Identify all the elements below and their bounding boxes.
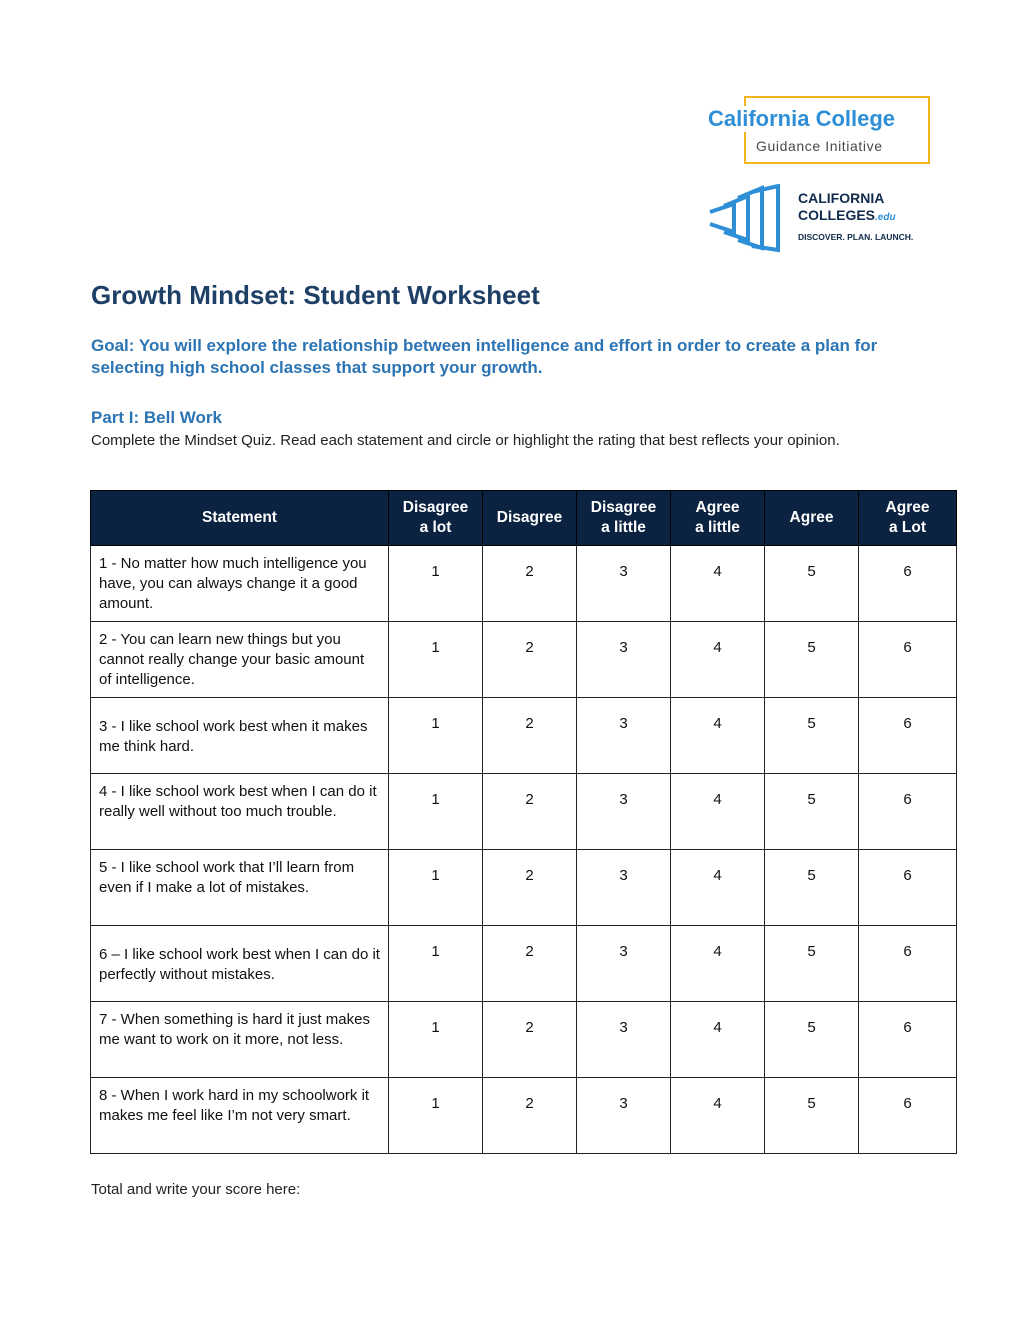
rating-option-4[interactable]: 4 — [671, 622, 765, 698]
instructions: Complete the Mindset Quiz. Read each statement and circle or highlight the rating that best reflects your opinion. — [91, 432, 840, 449]
rating-option-2[interactable]: 2 — [483, 774, 577, 850]
stacked-arrows-icon — [706, 184, 786, 254]
statement-cell: 3 - I like school work best when it makes me think hard. — [91, 698, 389, 774]
rating-option-3[interactable]: 3 — [577, 546, 671, 622]
rating-option-1[interactable]: 1 — [389, 1078, 483, 1154]
rating-option-5[interactable]: 5 — [765, 698, 859, 774]
statement-cell: 6 – I like school work best when I can do it perfectly without mistakes. — [91, 926, 389, 1002]
ccgi-logo-name: California College — [708, 106, 899, 132]
rating-option-5[interactable]: 5 — [765, 1002, 859, 1078]
mindset-quiz-table — [90, 490, 957, 1154]
rating-option-3[interactable]: 3 — [577, 698, 671, 774]
rating-option-1[interactable]: 1 — [389, 926, 483, 1002]
header-agree: Agree — [765, 491, 859, 546]
statement-cell: 5 - I like school work that I’ll learn from even if I make a lot of mistakes. — [91, 850, 389, 926]
goal-statement: Goal: You will explore the relationship between intelligence and effort in order to create a plan for selecting high school classes that support your growth. — [91, 336, 878, 377]
rating-option-2[interactable]: 2 — [483, 1078, 577, 1154]
rating-option-6[interactable]: 6 — [859, 1078, 957, 1154]
header-agree-a-lot: Agree a Lot — [859, 491, 957, 546]
rating-option-4[interactable]: 4 — [671, 546, 765, 622]
wordmark-edu: .edu — [875, 212, 896, 223]
rating-option-2[interactable]: 2 — [483, 698, 577, 774]
rating-option-5[interactable]: 5 — [765, 926, 859, 1002]
table-header-row — [91, 491, 957, 546]
wordmark-line1: CALIFORNIA — [798, 190, 885, 206]
rating-option-1[interactable]: 1 — [389, 1002, 483, 1078]
rating-option-6[interactable]: 6 — [859, 546, 957, 622]
ccgi-logo — [708, 96, 930, 164]
rating-option-1[interactable]: 1 — [389, 774, 483, 850]
rating-option-6[interactable]: 6 — [859, 926, 957, 1002]
statement-cell: 1 - No matter how much intelligence you have, you can always change it a good amount. — [91, 546, 389, 622]
rating-option-2[interactable]: 2 — [483, 1002, 577, 1078]
rating-option-3[interactable]: 3 — [577, 926, 671, 1002]
rating-option-3[interactable]: 3 — [577, 1078, 671, 1154]
rating-option-2[interactable]: 2 — [483, 926, 577, 1002]
statement-cell: 7 - When something is hard it just makes me want to work on it more, not less. — [91, 1002, 389, 1078]
rating-option-1[interactable]: 1 — [389, 546, 483, 622]
californiacolleges-logo — [706, 184, 936, 254]
rating-option-4[interactable]: 4 — [671, 1002, 765, 1078]
header-disagree: Disagree — [483, 491, 577, 546]
rating-option-2[interactable]: 2 — [483, 850, 577, 926]
statement-cell: 4 - I like school work best when I can do it really well without too much trouble. — [91, 774, 389, 850]
rating-option-2[interactable]: 2 — [483, 622, 577, 698]
ccgi-logo-subtitle: Guidance Initiative — [756, 138, 883, 154]
rating-option-6[interactable]: 6 — [859, 850, 957, 926]
rating-option-5[interactable]: 5 — [765, 1078, 859, 1154]
rating-option-3[interactable]: 3 — [577, 774, 671, 850]
table-row — [91, 546, 957, 622]
table-row — [91, 926, 957, 1002]
table-row — [91, 850, 957, 926]
rating-option-4[interactable]: 4 — [671, 698, 765, 774]
rating-option-1[interactable]: 1 — [389, 622, 483, 698]
total-score-label: Total and write your score here: — [91, 1181, 301, 1198]
rating-option-3[interactable]: 3 — [577, 850, 671, 926]
rating-option-2[interactable]: 2 — [483, 546, 577, 622]
table-row — [91, 622, 957, 698]
rating-option-4[interactable]: 4 — [671, 850, 765, 926]
rating-option-6[interactable]: 6 — [859, 622, 957, 698]
header-agree-a-little: Agree a little — [671, 491, 765, 546]
statement-cell: 2 - You can learn new things but you cannot really change your basic amount of intelligence. — [91, 622, 389, 698]
wordmark-line2: COLLEGES — [798, 207, 876, 223]
part-heading: Part I: Bell Work — [91, 408, 222, 427]
header-disagree-a-lot: Disagree a lot — [389, 491, 483, 546]
rating-option-4[interactable]: 4 — [671, 1078, 765, 1154]
table-row — [91, 1078, 957, 1154]
rating-option-3[interactable]: 3 — [577, 622, 671, 698]
table-row — [91, 774, 957, 850]
rating-option-1[interactable]: 1 — [389, 850, 483, 926]
californiacolleges-wordmark — [798, 190, 896, 226]
rating-option-4[interactable]: 4 — [671, 926, 765, 1002]
rating-option-5[interactable]: 5 — [765, 546, 859, 622]
page-title: Growth Mindset: Student Worksheet — [91, 280, 540, 310]
table-row — [91, 698, 957, 774]
rating-option-6[interactable]: 6 — [859, 698, 957, 774]
rating-option-5[interactable]: 5 — [765, 622, 859, 698]
californiacolleges-tagline: DISCOVER. PLAN. LAUNCH. — [798, 232, 914, 242]
rating-option-5[interactable]: 5 — [765, 850, 859, 926]
rating-option-6[interactable]: 6 — [859, 1002, 957, 1078]
rating-option-6[interactable]: 6 — [859, 774, 957, 850]
rating-option-3[interactable]: 3 — [577, 1002, 671, 1078]
header-disagree-a-little: Disagree a little — [577, 491, 671, 546]
statement-cell: 8 - When I work hard in my schoolwork it makes me feel like I’m not very smart. — [91, 1078, 389, 1154]
rating-option-5[interactable]: 5 — [765, 774, 859, 850]
header-statement: Statement — [91, 491, 389, 546]
table-row — [91, 1002, 957, 1078]
rating-option-1[interactable]: 1 — [389, 698, 483, 774]
rating-option-4[interactable]: 4 — [671, 774, 765, 850]
